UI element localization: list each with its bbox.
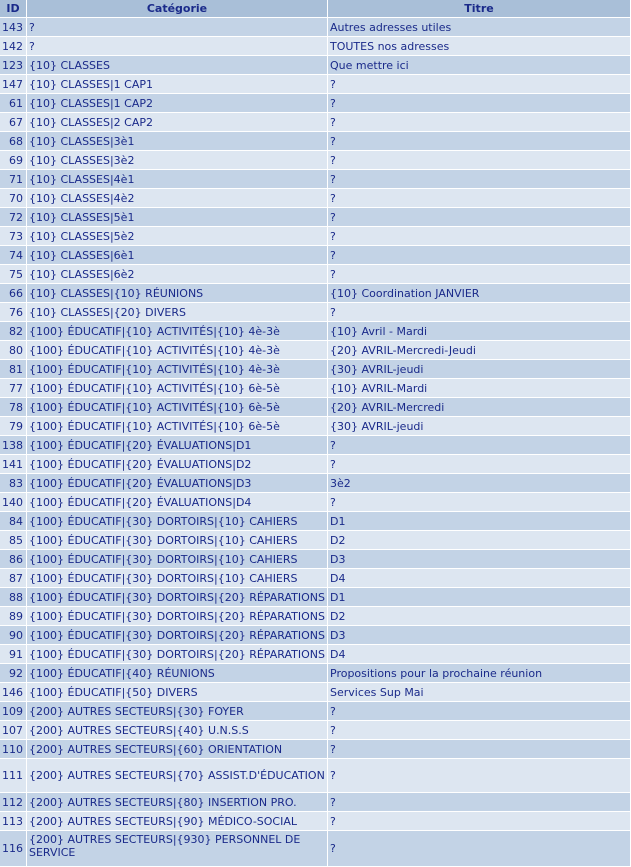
cell-title: TOUTES nos adresses xyxy=(328,37,631,56)
cell-category: {100} ÉDUCATIF|{30} DORTOIRS|{20} RÉPARATIONS xyxy=(27,607,328,626)
cell-title: D4 xyxy=(328,569,631,588)
cell-category: {10} CLASSES|3è1 xyxy=(27,132,328,151)
cell-category: {100} ÉDUCATIF|{20} ÉVALUATIONS|D2 xyxy=(27,455,328,474)
cell-title: {10} Coordination JANVIER xyxy=(328,284,631,303)
table-row[interactable] xyxy=(0,360,631,379)
cell-category: {10} CLASSES|1 CAP2 xyxy=(27,94,328,113)
cell-id: 107 xyxy=(0,721,27,740)
cell-category: {100} ÉDUCATIF|{50} DIVERS xyxy=(27,683,328,702)
cell-title: ? xyxy=(328,455,631,474)
cell-category: {10} CLASSES|5è1 xyxy=(27,208,328,227)
cell-title: ? xyxy=(328,721,631,740)
cell-id: 87 xyxy=(0,569,27,588)
cell-id: 91 xyxy=(0,645,27,664)
column-header-title[interactable]: Titre xyxy=(328,0,631,18)
table-row[interactable] xyxy=(0,246,631,265)
table-row[interactable] xyxy=(0,151,631,170)
cell-category: {100} ÉDUCATIF|{30} DORTOIRS|{10} CAHIERS xyxy=(27,569,328,588)
cell-title: ? xyxy=(328,227,631,246)
cell-category: {200} AUTRES SECTEURS|{90} MÉDICO-SOCIAL xyxy=(27,812,328,831)
table-row[interactable] xyxy=(0,341,631,360)
cell-title: ? xyxy=(328,113,631,132)
cell-id: 140 xyxy=(0,493,27,512)
cell-title: Autres adresses utiles xyxy=(328,18,631,37)
cell-category: {100} ÉDUCATIF|{30} DORTOIRS|{20} RÉPARATIONS xyxy=(27,626,328,645)
cell-title: ? xyxy=(328,132,631,151)
table-row[interactable] xyxy=(0,417,631,436)
cell-title: Que mettre ici xyxy=(328,56,631,75)
cell-id: 71 xyxy=(0,170,27,189)
cell-id: 110 xyxy=(0,740,27,759)
cell-category: {100} ÉDUCATIF|{30} DORTOIRS|{10} CAHIERS xyxy=(27,512,328,531)
cell-id: 88 xyxy=(0,588,27,607)
table-row[interactable] xyxy=(0,512,631,531)
cell-category: {10} CLASSES|{10} RÉUNIONS xyxy=(27,284,328,303)
table-row[interactable] xyxy=(0,284,631,303)
cell-title: {20} AVRIL-Mercredi xyxy=(328,398,631,417)
cell-category: {10} CLASSES|1 CAP1 xyxy=(27,75,328,94)
cell-title: D3 xyxy=(328,626,631,645)
cell-id: 76 xyxy=(0,303,27,322)
cell-id: 92 xyxy=(0,664,27,683)
cell-category: {100} ÉDUCATIF|{10} ACTIVITÉS|{10} 4è-3è xyxy=(27,322,328,341)
cell-category: {200} AUTRES SECTEURS|{930} PERSONNEL DE SERVICE xyxy=(27,831,328,867)
cell-id: 138 xyxy=(0,436,27,455)
cell-title: D2 xyxy=(328,531,631,550)
cell-title: ? xyxy=(328,208,631,227)
cell-id: 123 xyxy=(0,56,27,75)
table-row[interactable] xyxy=(0,94,631,113)
table-row[interactable] xyxy=(0,265,631,284)
cell-category: {100} ÉDUCATIF|{30} DORTOIRS|{10} CAHIERS xyxy=(27,531,328,550)
cell-category: {100} ÉDUCATIF|{10} ACTIVITÉS|{10} 4è-3è xyxy=(27,360,328,379)
cell-category: {100} ÉDUCATIF|{30} DORTOIRS|{20} RÉPARATIONS xyxy=(27,588,328,607)
cell-id: 146 xyxy=(0,683,27,702)
cell-category: {10} CLASSES|3è2 xyxy=(27,151,328,170)
cell-title: D3 xyxy=(328,550,631,569)
cell-id: 86 xyxy=(0,550,27,569)
table-row[interactable] xyxy=(0,132,631,151)
cell-title: ? xyxy=(328,436,631,455)
table-row[interactable] xyxy=(0,588,631,607)
table-row[interactable] xyxy=(0,812,631,831)
table-row[interactable] xyxy=(0,626,631,645)
table-row[interactable] xyxy=(0,759,631,793)
cell-title: ? xyxy=(328,493,631,512)
cell-id: 75 xyxy=(0,265,27,284)
cell-id: 111 xyxy=(0,759,27,793)
cell-id: 147 xyxy=(0,75,27,94)
cell-category: {200} AUTRES SECTEURS|{60} ORIENTATION xyxy=(27,740,328,759)
cell-title: Services Sup Mai xyxy=(328,683,631,702)
cell-title: D2 xyxy=(328,607,631,626)
cell-title: {10} AVRIL-Mardi xyxy=(328,379,631,398)
cell-category: {200} AUTRES SECTEURS|{80} INSERTION PRO. xyxy=(27,793,328,812)
cell-id: 67 xyxy=(0,113,27,132)
cell-id: 78 xyxy=(0,398,27,417)
table-row[interactable] xyxy=(0,569,631,588)
cell-title: ? xyxy=(328,151,631,170)
table-row[interactable] xyxy=(0,398,631,417)
cell-title: D1 xyxy=(328,588,631,607)
table-row[interactable] xyxy=(0,170,631,189)
table-row[interactable] xyxy=(0,18,631,37)
table-row[interactable] xyxy=(0,645,631,664)
cell-category: {100} ÉDUCATIF|{20} ÉVALUATIONS|D3 xyxy=(27,474,328,493)
cell-id: 61 xyxy=(0,94,27,113)
cell-id: 90 xyxy=(0,626,27,645)
cell-id: 85 xyxy=(0,531,27,550)
table-row[interactable] xyxy=(0,531,631,550)
table-row[interactable] xyxy=(0,75,631,94)
cell-id: 73 xyxy=(0,227,27,246)
table-row[interactable] xyxy=(0,740,631,759)
table-row[interactable] xyxy=(0,702,631,721)
cell-id: 142 xyxy=(0,37,27,56)
table-row[interactable] xyxy=(0,474,631,493)
cell-category: {10} CLASSES|{20} DIVERS xyxy=(27,303,328,322)
cell-title: ? xyxy=(328,793,631,812)
cell-category: {100} ÉDUCATIF|{30} DORTOIRS|{10} CAHIERS xyxy=(27,550,328,569)
cell-id: 69 xyxy=(0,151,27,170)
cell-id: 141 xyxy=(0,455,27,474)
table-row[interactable] xyxy=(0,189,631,208)
cell-id: 89 xyxy=(0,607,27,626)
cell-title: {30} AVRIL-jeudi xyxy=(328,360,631,379)
cell-title: ? xyxy=(328,831,631,867)
cell-id: 66 xyxy=(0,284,27,303)
cell-category: {100} ÉDUCATIF|{10} ACTIVITÉS|{10} 4è-3è xyxy=(27,341,328,360)
column-header-id[interactable]: ID xyxy=(0,0,27,18)
table-row[interactable] xyxy=(0,793,631,812)
cell-title: ? xyxy=(328,740,631,759)
cell-category: {10} CLASSES|2 CAP2 xyxy=(27,113,328,132)
cell-title: ? xyxy=(328,759,631,793)
cell-title: ? xyxy=(328,702,631,721)
table-row[interactable] xyxy=(0,493,631,512)
cell-category: {100} ÉDUCATIF|{40} RÉUNIONS xyxy=(27,664,328,683)
cell-category: {100} ÉDUCATIF|{20} ÉVALUATIONS|D1 xyxy=(27,436,328,455)
cell-id: 80 xyxy=(0,341,27,360)
cell-category: {100} ÉDUCATIF|{30} DORTOIRS|{20} RÉPARATIONS xyxy=(27,645,328,664)
table-row[interactable] xyxy=(0,37,631,56)
table-row[interactable] xyxy=(0,379,631,398)
cell-id: 112 xyxy=(0,793,27,812)
cell-id: 82 xyxy=(0,322,27,341)
cell-title: D4 xyxy=(328,645,631,664)
table-row[interactable] xyxy=(0,56,631,75)
cell-category: {10} CLASSES|4è1 xyxy=(27,170,328,189)
cell-category: {10} CLASSES|4è2 xyxy=(27,189,328,208)
header-row xyxy=(0,0,631,18)
cell-category: {100} ÉDUCATIF|{10} ACTIVITÉS|{10} 6è-5è xyxy=(27,398,328,417)
cell-id: 143 xyxy=(0,18,27,37)
table-row[interactable] xyxy=(0,208,631,227)
cell-category: {200} AUTRES SECTEURS|{30} FOYER xyxy=(27,702,328,721)
cell-id: 84 xyxy=(0,512,27,531)
cell-title: Propositions pour la prochaine réunion xyxy=(328,664,631,683)
cell-id: 113 xyxy=(0,812,27,831)
cell-id: 72 xyxy=(0,208,27,227)
cell-title: ? xyxy=(328,246,631,265)
cell-id: 109 xyxy=(0,702,27,721)
cell-category: {100} ÉDUCATIF|{10} ACTIVITÉS|{10} 6è-5è xyxy=(27,417,328,436)
table-row[interactable] xyxy=(0,227,631,246)
cell-id: 83 xyxy=(0,474,27,493)
cell-category: {100} ÉDUCATIF|{10} ACTIVITÉS|{10} 6è-5è xyxy=(27,379,328,398)
cell-id: 74 xyxy=(0,246,27,265)
cell-title: 3è2 xyxy=(328,474,631,493)
cell-category: {10} CLASSES|5è2 xyxy=(27,227,328,246)
table-row[interactable] xyxy=(0,831,631,867)
cell-title: {20} AVRIL-Mercredi-Jeudi xyxy=(328,341,631,360)
cell-title: ? xyxy=(328,812,631,831)
cell-id: 68 xyxy=(0,132,27,151)
table-row[interactable] xyxy=(0,664,631,683)
cell-id: 116 xyxy=(0,831,27,867)
cell-category: {10} CLASSES xyxy=(27,56,328,75)
table-row[interactable] xyxy=(0,683,631,702)
cell-title: {30} AVRIL-jeudi xyxy=(328,417,631,436)
cell-category: {200} AUTRES SECTEURS|{70} ASSIST.D'ÉDUCATION xyxy=(27,759,328,793)
table-row[interactable] xyxy=(0,607,631,626)
table-row[interactable] xyxy=(0,721,631,740)
cell-id: 81 xyxy=(0,360,27,379)
cell-id: 79 xyxy=(0,417,27,436)
table-row[interactable] xyxy=(0,550,631,569)
table-row[interactable] xyxy=(0,322,631,341)
cell-category: {10} CLASSES|6è1 xyxy=(27,246,328,265)
cell-id: 77 xyxy=(0,379,27,398)
cell-title: ? xyxy=(328,75,631,94)
table-row[interactable] xyxy=(0,436,631,455)
table-row[interactable] xyxy=(0,455,631,474)
cell-title: ? xyxy=(328,94,631,113)
cell-title: D1 xyxy=(328,512,631,531)
table-row[interactable] xyxy=(0,113,631,132)
column-header-category[interactable]: Catégorie xyxy=(27,0,328,18)
table-row[interactable] xyxy=(0,303,631,322)
cell-category: {200} AUTRES SECTEURS|{40} U.N.S.S xyxy=(27,721,328,740)
cell-title: ? xyxy=(328,303,631,322)
cell-title: ? xyxy=(328,170,631,189)
cell-title: {10} Avril - Mardi xyxy=(328,322,631,341)
cell-category: ? xyxy=(27,37,328,56)
cell-id: 70 xyxy=(0,189,27,208)
cell-category: {10} CLASSES|6è2 xyxy=(27,265,328,284)
cell-title: ? xyxy=(328,189,631,208)
cell-category: {100} ÉDUCATIF|{20} ÉVALUATIONS|D4 xyxy=(27,493,328,512)
cell-category: ? xyxy=(27,18,328,37)
cell-title: ? xyxy=(328,265,631,284)
